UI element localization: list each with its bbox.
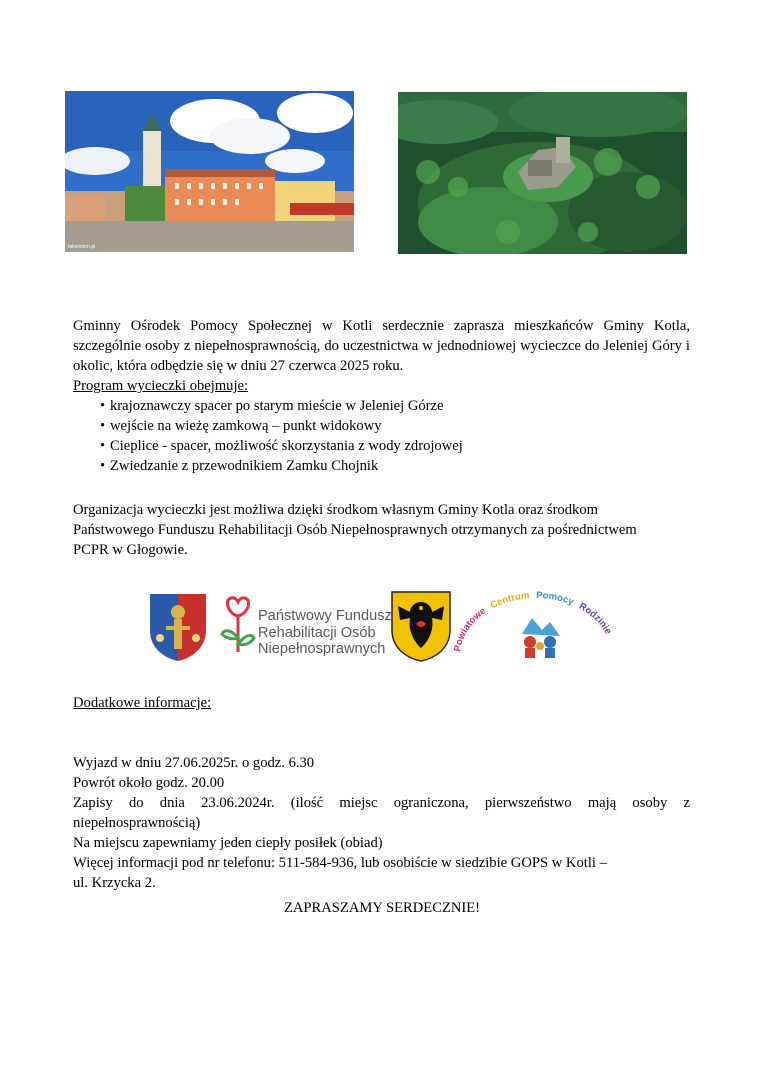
town-square-photo-icon xyxy=(65,91,354,252)
pcpr-word: Centrum xyxy=(488,590,530,612)
pcpr-word: Rodzinie xyxy=(577,600,614,637)
program-heading: Program wycieczki obejmuje: xyxy=(73,378,249,394)
pcpr-word: Powiatowe xyxy=(452,605,489,653)
pfron-line: Państwowy Fundusz xyxy=(258,608,392,624)
funding-line: PCPR w Głogowie. xyxy=(73,542,188,558)
closing-text: ZAPRASZAMY SERDECZNIE! xyxy=(283,900,481,916)
intro-paragraph: Gminny Ośrodek Pomocy Społecznej w Kotli serdecznie zaprasza mieszkańców Gminy Kotla, szczególnie osoby z niepełnosprawnością, do uczestnictwa w jednodniowej wycieczce do Jeleniej Góry i okolic, która odbędzie się w dniu 27 czerwca 2025 roku. xyxy=(73,318,690,374)
pfron-tulip-logo-icon xyxy=(218,594,262,656)
extra-heading: Dodatkowe informacje: xyxy=(73,695,212,711)
pfron-line: Rehabilitacji Osób xyxy=(258,624,376,641)
bullet: • xyxy=(100,398,106,414)
program-list xyxy=(73,396,690,476)
bullet: • xyxy=(100,418,106,434)
pfron-line: Niepełnosprawnych xyxy=(258,641,386,657)
list-item xyxy=(100,456,690,476)
program-item-text: krajoznawczy spacer po starym mieście w Jeleniej Górze xyxy=(110,398,444,414)
bullet: • xyxy=(100,438,106,454)
list-item xyxy=(100,416,690,436)
contact-address: ul. Krzycka 2. xyxy=(73,875,156,891)
eagle-crest-icon xyxy=(390,590,452,662)
contact-text: Więcej informacji pod nr telefonu: 511-584-936, lub osobiście w siedzibie GOPS w Kotli – xyxy=(73,855,607,871)
intro-section xyxy=(73,316,690,476)
bullet: • xyxy=(100,458,106,474)
list-item xyxy=(100,436,690,456)
pcpr-family-logo-icon xyxy=(452,586,620,666)
program-item-text: wejście na wieżę zamkową – punkt widokowy xyxy=(110,418,382,434)
funding-line: Państwowego Funduszu Rehabilitacji Osób Niepełnosprawnych otrzymanych za pośrednictwem xyxy=(73,522,637,538)
pfron-name xyxy=(258,608,392,658)
funding-line: Organizacja wycieczki jest możliwa dzięki środkom własnym Gminy Kotla oraz środkom xyxy=(73,502,598,518)
extra-info-section xyxy=(73,693,690,893)
list-item xyxy=(100,396,690,416)
departure-text: Wyjazd w dniu 27.06.2025r. o godz. 6.30 xyxy=(73,755,315,771)
pcpr-word: Pomocy xyxy=(536,589,576,608)
signup-text: Zapisy do dnia 23.06.2024r. (ilość miejsc ograniczona, pierwszeństwo mają osoby z niepełnosprawnością) xyxy=(73,795,690,831)
meal-text: Na miejscu zapewniamy jeden ciepły posiłek (obiad) xyxy=(73,835,383,851)
county-crest-icon xyxy=(148,590,208,662)
sponsor-logos xyxy=(148,586,618,666)
return-text: Powrót około godz. 20.00 xyxy=(73,775,225,791)
castle-aerial-photo-icon xyxy=(398,92,687,254)
funding-section xyxy=(73,500,690,560)
photo-credit: fakeintern.pl xyxy=(68,244,96,250)
program-item-text: Zwiedzanie z przewodnikiem Zamku Chojnik xyxy=(110,458,379,474)
program-item-text: Cieplice - spacer, możliwość skorzystania z wody zdrojowej xyxy=(110,438,463,454)
